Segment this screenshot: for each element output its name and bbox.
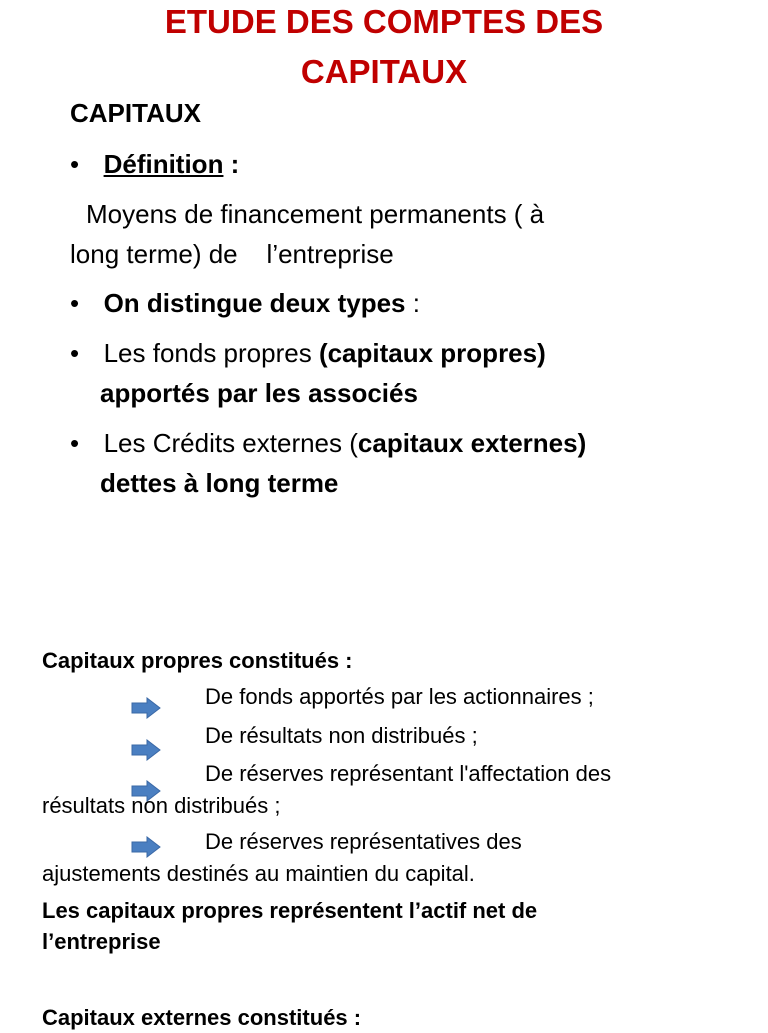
definition-text-2: long terme) de l’entreprise — [70, 239, 394, 269]
capitaux-propres-heading: Capitaux propres constitués : — [42, 648, 353, 673]
types-colon: : — [405, 288, 420, 318]
arrow-right-icon — [131, 739, 161, 761]
bullet-dot: • — [70, 428, 80, 458]
list-item-3-line1: De réserves représentant l'affectation des — [205, 761, 612, 786]
bullet-dot: • — [70, 149, 80, 179]
bullet-fonds-propres — [70, 333, 546, 373]
definition-text-1: Moyens de financement permanents ( à — [86, 199, 545, 229]
list-item-4-line2: ajustements destinés au maintien du capital. — [42, 861, 475, 886]
definition-colon: : — [223, 149, 240, 179]
arrow-right-icon — [131, 780, 161, 802]
bullet1-bold: (capitaux propres) — [318, 338, 546, 368]
types-bullet — [70, 283, 420, 323]
bullet2-text: Les Crédits externes ( — [103, 428, 358, 458]
arrow-right-icon — [131, 697, 161, 719]
bullet2-line2: dettes à long terme — [100, 468, 339, 498]
definition-label: Définition — [103, 149, 224, 179]
bullet1-line2: apportés par les associés — [100, 378, 418, 408]
page-title-line1: ETUDE DES COMPTES DES — [164, 3, 604, 40]
capitaux-externes-heading: Capitaux externes constitués : — [42, 1005, 362, 1030]
page-title-line2: CAPITAUX — [300, 53, 468, 90]
bullet-dot: • — [70, 288, 80, 318]
arrow-right-icon — [131, 836, 161, 858]
summary-line1: Les capitaux propres représentent l’actif net de — [42, 898, 538, 923]
list-item-3-line2: résultats non distribués ; — [42, 793, 281, 818]
bullet2-bold: capitaux externes) — [357, 428, 587, 458]
bullet-credits-externes — [70, 423, 586, 463]
list-item-1: De fonds apportés par les actionnaires ; — [205, 684, 594, 709]
types-label: On distingue deux types — [103, 288, 406, 318]
bullet1-text: Les fonds propres — [103, 338, 319, 368]
definition-bullet — [70, 144, 239, 184]
bullet-dot: • — [70, 338, 80, 368]
list-item-2: De résultats non distribués ; — [205, 723, 478, 748]
section-heading: CAPITAUX — [70, 98, 201, 128]
list-item-4-line1: De réserves représentatives des — [205, 829, 522, 854]
summary-line2: l’entreprise — [42, 929, 161, 954]
